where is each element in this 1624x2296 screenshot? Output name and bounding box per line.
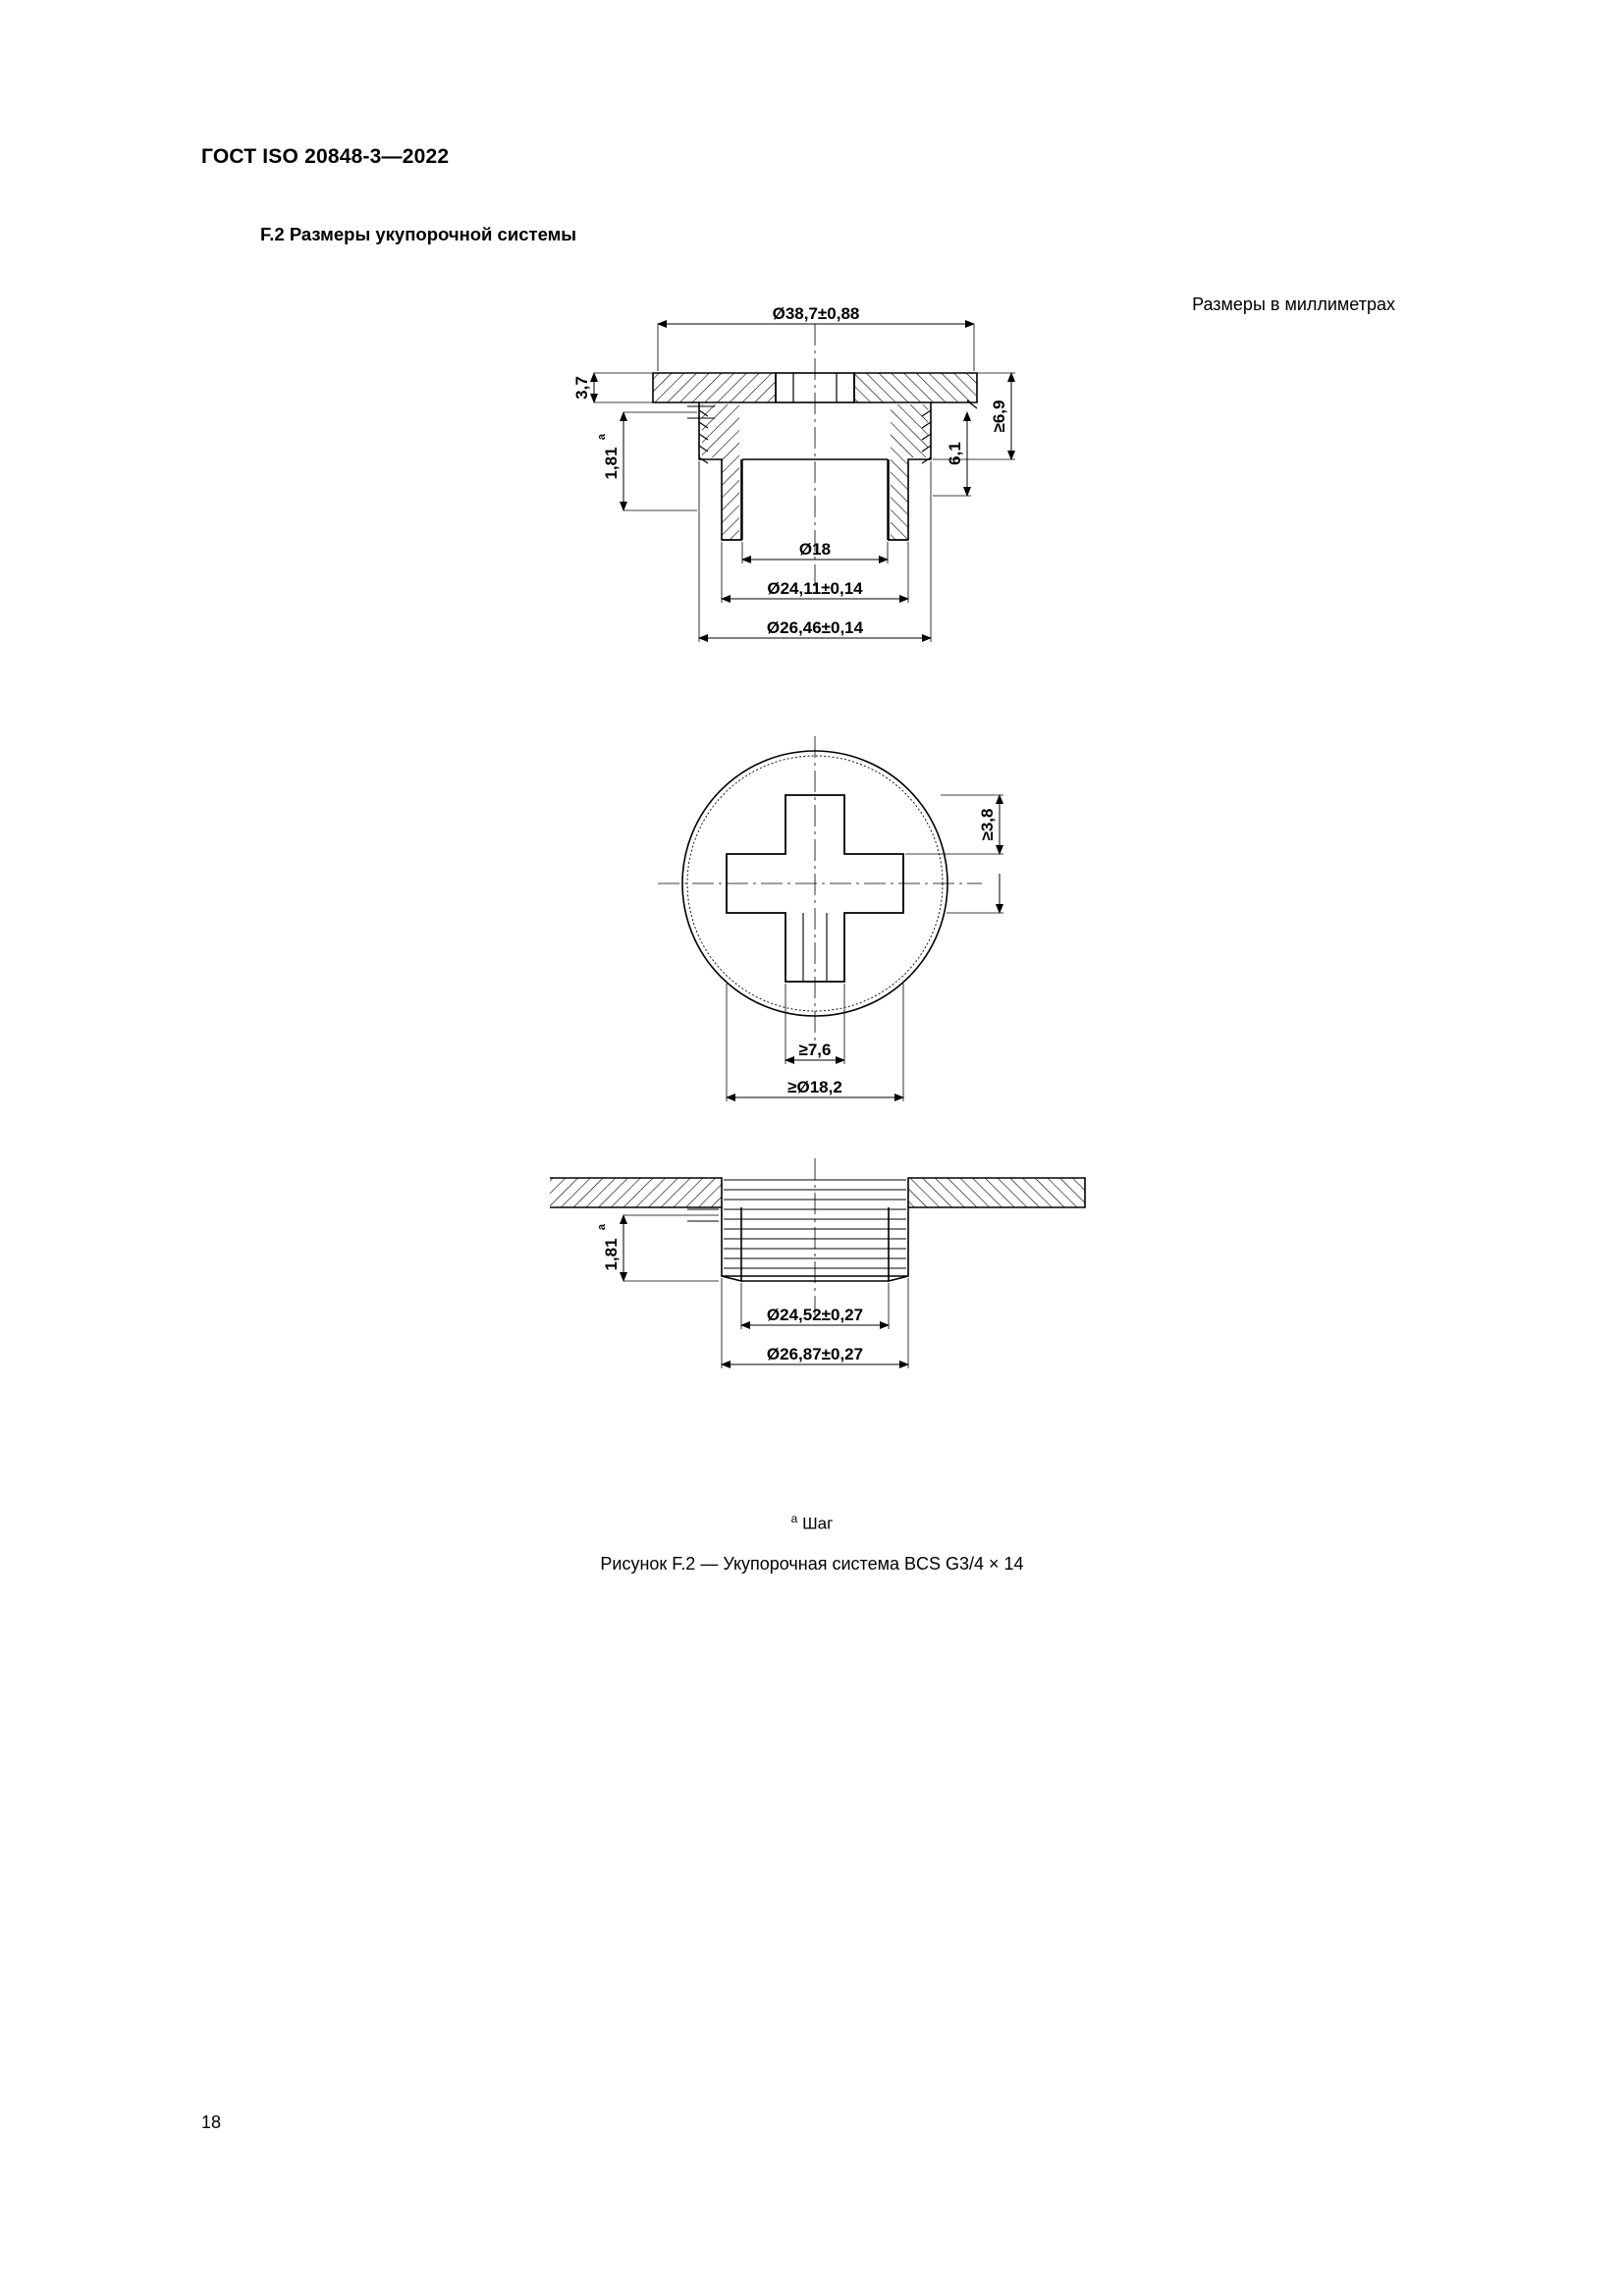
dim-flange-thickness: 3,7 bbox=[572, 376, 591, 400]
dim-pitch-top-marker: a bbox=[596, 433, 608, 441]
view-middle-geometry bbox=[658, 736, 1003, 1101]
view-bottom-geometry bbox=[550, 1158, 1085, 1368]
dim-inner-bore: Ø18 bbox=[798, 540, 832, 559]
dim-cross-width: ≥7,6 bbox=[798, 1041, 832, 1059]
dim-thread-length: 6,1 bbox=[946, 442, 964, 465]
footnote-marker: a bbox=[790, 1512, 798, 1525]
dim-rib-height: ≥3,8 bbox=[978, 808, 997, 841]
page-title: ГОСТ ISO 20848-3—2022 bbox=[201, 145, 450, 168]
dim-thread-major-bottom: Ø26,87±0,27 bbox=[766, 1345, 864, 1363]
dim-neck-height: ≥6,9 bbox=[990, 400, 1008, 433]
dim-thread-major-top: Ø26,46±0,14 bbox=[766, 618, 864, 637]
figure-f2-drawing bbox=[550, 294, 1335, 1502]
footnote-text: Шаг bbox=[802, 1514, 834, 1533]
dim-cross-diameter: ≥Ø18,2 bbox=[787, 1078, 842, 1096]
section-heading: F.2 Размеры укупорочной системы bbox=[260, 224, 577, 244]
dim-pitch-bottom-marker: a bbox=[596, 1223, 608, 1231]
figure-caption: Рисунок F.2 — Укупорочная система BCS G3/4 × 14 bbox=[600, 1554, 1024, 1574]
figure-footnote bbox=[0, 1512, 1624, 1534]
dim-outer-flange-diameter: Ø38,7±0,88 bbox=[772, 304, 860, 323]
page-number: 18 bbox=[201, 2112, 222, 2132]
view-top-geometry bbox=[572, 304, 1015, 642]
dim-pitch-bottom: 1,81 bbox=[602, 1238, 621, 1271]
dim-thread-minor-bottom: Ø24,52±0,27 bbox=[766, 1306, 864, 1324]
dim-pitch-top: 1,81 bbox=[602, 447, 621, 480]
dim-thread-minor-top: Ø24,11±0,14 bbox=[767, 579, 863, 598]
units-note: Размеры в миллиметрах bbox=[1192, 294, 1395, 314]
